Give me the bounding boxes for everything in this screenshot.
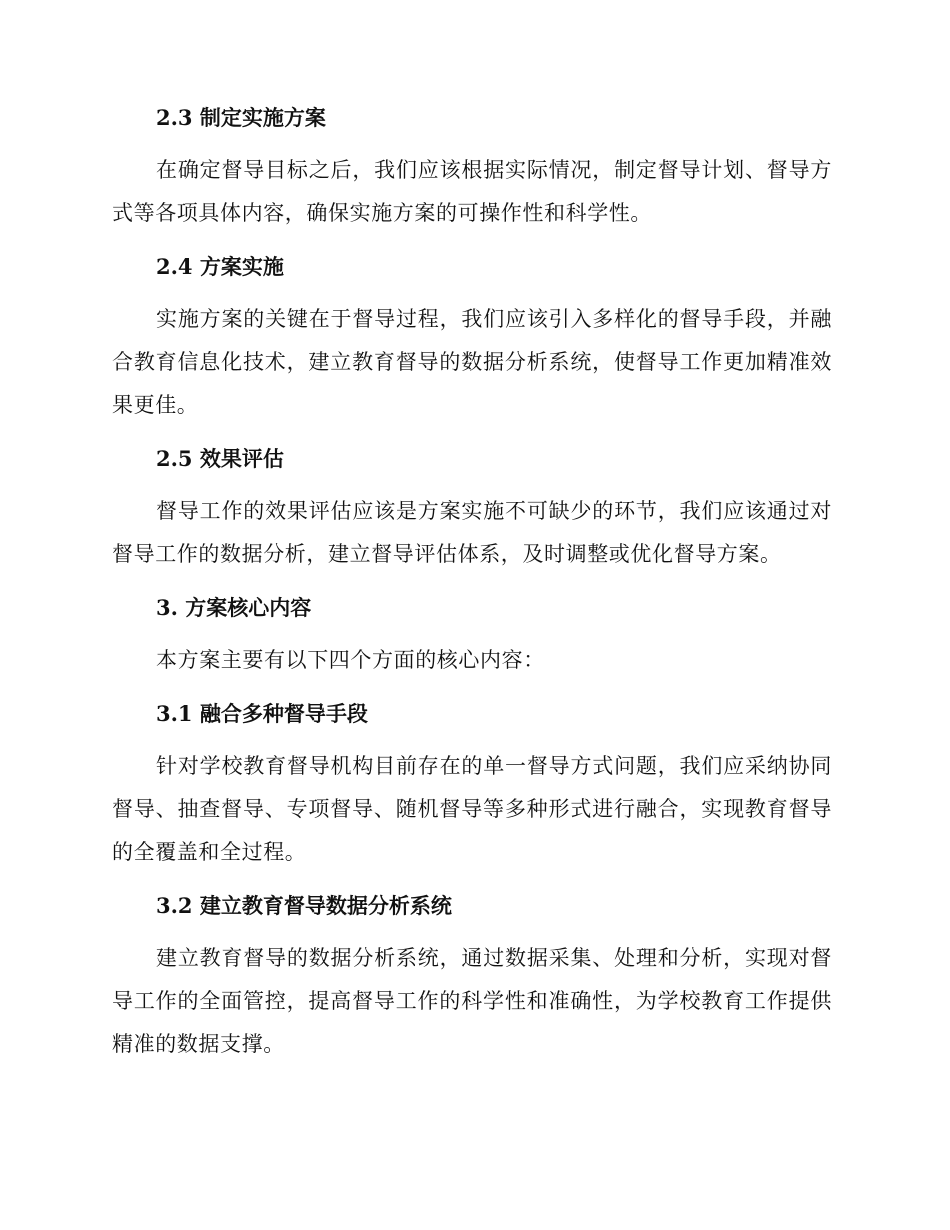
- section-paragraph-3: 本方案主要有以下四个方面的核心内容：: [156, 648, 545, 672]
- section-heading-3-2: 3.2 建立教育督导数据分析系统: [156, 893, 452, 918]
- section-paragraph-3-2: 建立教育督导的数据分析系统，通过数据采集、处理和分析，实现对督导工作的全面管控，提高督导工作的科学性和准确性，为学校教育工作提供精准的数据支撑。: [112, 946, 832, 1056]
- section-paragraph-2-5: 督导工作的效果评估应该是方案实施不可缺少的环节，我们应该通过对督导工作的数据分析，建立督导评估体系，及时调整或优化督导方案。: [112, 499, 832, 566]
- section-heading-2-4: 2.4 方案实施: [156, 254, 284, 279]
- section-heading-3-1: 3.1 融合多种督导手段: [156, 701, 368, 726]
- section-heading-2-3: 2.3 制定实施方案: [156, 105, 326, 130]
- section-paragraph-3-1: 针对学校教育督导机构目前存在的单一督导方式问题，我们应采纳协同督导、抽查督导、专项督导、随机督导等多种形式进行融合，实现教育督导的全覆盖和全过程。: [112, 754, 832, 864]
- section-paragraph-2-3: 在确定督导目标之后，我们应该根据实际情况，制定督导计划、督导方式等各项具体内容，确保实施方案的可操作性和科学性。: [112, 158, 832, 225]
- section-paragraph-2-4: 实施方案的关键在于督导过程，我们应该引入多样化的督导手段，并融合教育信息化技术，建立教育督导的数据分析系统，使督导工作更加精准效果更佳。: [112, 307, 832, 417]
- section-heading-3: 3. 方案核心内容: [156, 595, 312, 620]
- document-page: [112, 96, 832, 1076]
- section-heading-2-5: 2.5 效果评估: [156, 446, 284, 471]
